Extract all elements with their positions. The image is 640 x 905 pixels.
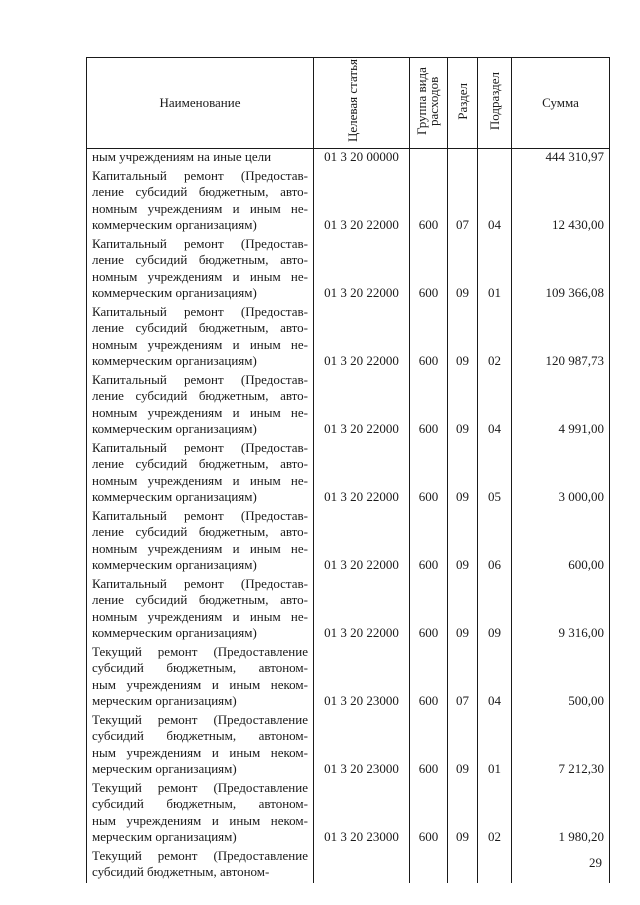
- name-line: коммерческим организациям): [92, 421, 257, 436]
- name-line: субсидий бюджетным, автоном-: [92, 864, 270, 879]
- row-sum: 500,00: [512, 644, 610, 712]
- row-subsection: 04: [478, 644, 512, 712]
- row-expense-group: [410, 848, 448, 883]
- row-section: 07: [448, 644, 478, 712]
- header-expense-group: Группа вида расходов: [410, 58, 448, 149]
- row-sum: 444 310,97: [512, 149, 610, 168]
- name-line: коммерческим организациям): [92, 489, 257, 504]
- row-name: [87, 372, 314, 440]
- name-line: субсидий бюджетным, автоном-: [92, 796, 308, 811]
- name-line: Текущий ремонт (Предоставление: [92, 847, 308, 863]
- row-expense-group: 600: [410, 576, 448, 644]
- row-section: 09: [448, 304, 478, 372]
- row-sum: 4 991,00: [512, 372, 610, 440]
- row-section: 09: [448, 712, 478, 780]
- row-sum: 9 316,00: [512, 576, 610, 644]
- name-line: мерческим организациям): [92, 829, 237, 844]
- name-line: Капитальный ремонт (Предостав-: [92, 303, 308, 319]
- row-expense-group: 600: [410, 168, 448, 236]
- name-line: Капитальный ремонт (Предостав-: [92, 371, 308, 387]
- row-target-article: 01 3 20 22000: [314, 304, 410, 372]
- row-name: [87, 168, 314, 236]
- table-row: [87, 372, 610, 440]
- row-sum: 3 000,00: [512, 440, 610, 508]
- row-expense-group: 600: [410, 304, 448, 372]
- row-section: [448, 149, 478, 168]
- row-target-article: [314, 848, 410, 883]
- row-subsection: 02: [478, 780, 512, 848]
- row-target-article: 01 3 20 22000: [314, 440, 410, 508]
- table-row: [87, 149, 610, 168]
- row-sum: 12 430,00: [512, 168, 610, 236]
- name-line: ным учреждениям на иные цели: [92, 149, 272, 164]
- table-row: [87, 780, 610, 848]
- row-target-article: 01 3 20 23000: [314, 644, 410, 712]
- name-line: ным учреждениям и иным неком-: [92, 812, 308, 828]
- name-line: Текущий ремонт (Предоставление: [92, 779, 308, 795]
- name-line: номным учреждениям и иным не-: [92, 404, 308, 420]
- table-row: [87, 508, 610, 576]
- row-subsection: 06: [478, 508, 512, 576]
- row-subsection: [478, 848, 512, 883]
- row-name: [87, 304, 314, 372]
- row-expense-group: [410, 149, 448, 168]
- row-section: [448, 848, 478, 883]
- row-target-article: 01 3 20 22000: [314, 168, 410, 236]
- row-target-article: 01 3 20 22000: [314, 236, 410, 304]
- name-line: субсидий бюджетным, автоном-: [92, 728, 308, 743]
- table-row: [87, 712, 610, 780]
- row-subsection: 04: [478, 372, 512, 440]
- row-section: 09: [448, 236, 478, 304]
- row-name: [87, 712, 314, 780]
- table-row: [87, 644, 610, 712]
- header-subsection: Подраздел: [478, 58, 512, 149]
- name-line: коммерческим организациям): [92, 625, 257, 640]
- table-row-continued: [87, 848, 610, 883]
- name-line: Капитальный ремонт (Предостав-: [92, 575, 308, 591]
- table-row: [87, 576, 610, 644]
- row-name: [87, 644, 314, 712]
- row-name: [87, 848, 314, 883]
- row-subsection: 01: [478, 712, 512, 780]
- row-expense-group: 600: [410, 236, 448, 304]
- name-line: коммерческим организациям): [92, 217, 257, 232]
- row-name: [87, 149, 314, 168]
- name-line: Капитальный ремонт (Предостав-: [92, 507, 308, 523]
- row-subsection: 09: [478, 576, 512, 644]
- name-line: ление субсидий бюджетным, авто-: [92, 184, 308, 199]
- row-expense-group: 600: [410, 780, 448, 848]
- header-name: Наименование: [87, 58, 314, 149]
- table-body: [87, 149, 610, 883]
- row-name: [87, 440, 314, 508]
- name-line: ным учреждениям и иным неком-: [92, 676, 308, 692]
- row-target-article: 01 3 20 23000: [314, 712, 410, 780]
- name-line: мерческим организациям): [92, 693, 237, 708]
- name-line: номным учреждениям и иным не-: [92, 200, 308, 216]
- header-section: Раздел: [448, 58, 478, 149]
- name-line: номным учреждениям и иным не-: [92, 336, 308, 352]
- name-line: Капитальный ремонт (Предостав-: [92, 235, 308, 251]
- name-line: мерческим организациям): [92, 761, 237, 776]
- name-line: ление субсидий бюджетным, авто-: [92, 524, 308, 539]
- name-line: номным учреждениям и иным не-: [92, 268, 308, 284]
- name-line: коммерческим организациям): [92, 557, 257, 572]
- row-section: 09: [448, 576, 478, 644]
- row-subsection: 01: [478, 236, 512, 304]
- row-target-article: 01 3 20 22000: [314, 508, 410, 576]
- row-target-article: 01 3 20 22000: [314, 372, 410, 440]
- row-sum: 109 366,08: [512, 236, 610, 304]
- table-row: [87, 440, 610, 508]
- name-line: ление субсидий бюджетным, авто-: [92, 388, 308, 403]
- header-target-article: Целевая статья: [314, 58, 410, 149]
- name-line: коммерческим организациям): [92, 353, 257, 368]
- table-row: [87, 168, 610, 236]
- table-row: [87, 304, 610, 372]
- name-line: Текущий ремонт (Предоставление: [92, 643, 308, 659]
- row-sum: 120 987,73: [512, 304, 610, 372]
- row-sum: 600,00: [512, 508, 610, 576]
- row-subsection: 04: [478, 168, 512, 236]
- name-line: номным учреждениям и иным не-: [92, 540, 308, 556]
- row-section: 09: [448, 440, 478, 508]
- name-line: ление субсидий бюджетным, авто-: [92, 320, 308, 335]
- name-line: ным учреждениям и иным неком-: [92, 744, 308, 760]
- row-target-article: 01 3 20 23000: [314, 780, 410, 848]
- name-line: ление субсидий бюджетным, авто-: [92, 456, 308, 471]
- budget-table: [86, 57, 610, 883]
- name-line: ление субсидий бюджетным, авто-: [92, 592, 308, 607]
- row-target-article: 01 3 20 00000: [314, 149, 410, 168]
- row-section: 09: [448, 372, 478, 440]
- row-section: 07: [448, 168, 478, 236]
- row-name: [87, 236, 314, 304]
- row-section: 09: [448, 508, 478, 576]
- row-expense-group: 600: [410, 644, 448, 712]
- name-line: Капитальный ремонт (Предостав-: [92, 439, 308, 455]
- name-line: номным учреждениям и иным не-: [92, 608, 308, 624]
- row-expense-group: 600: [410, 440, 448, 508]
- row-name: [87, 508, 314, 576]
- row-name: [87, 576, 314, 644]
- header-sum: Сумма: [512, 58, 610, 149]
- page-number: 29: [589, 855, 602, 870]
- name-line: коммерческим организациям): [92, 285, 257, 300]
- row-sum: 1 980,20: [512, 780, 610, 848]
- name-line: ление субсидий бюджетным, авто-: [92, 252, 308, 267]
- table-row: [87, 236, 610, 304]
- name-line: Капитальный ремонт (Предостав-: [92, 167, 308, 183]
- name-line: номным учреждениям и иным не-: [92, 472, 308, 488]
- table-header-row: [87, 58, 610, 149]
- row-sum: 7 212,30: [512, 712, 610, 780]
- row-subsection: [478, 149, 512, 168]
- row-expense-group: 600: [410, 508, 448, 576]
- name-line: Текущий ремонт (Предоставление: [92, 711, 308, 727]
- row-subsection: 05: [478, 440, 512, 508]
- row-target-article: 01 3 20 22000: [314, 576, 410, 644]
- row-section: 09: [448, 780, 478, 848]
- row-expense-group: 600: [410, 712, 448, 780]
- row-name: [87, 780, 314, 848]
- name-line: субсидий бюджетным, автоном-: [92, 660, 308, 675]
- row-subsection: 02: [478, 304, 512, 372]
- row-expense-group: 600: [410, 372, 448, 440]
